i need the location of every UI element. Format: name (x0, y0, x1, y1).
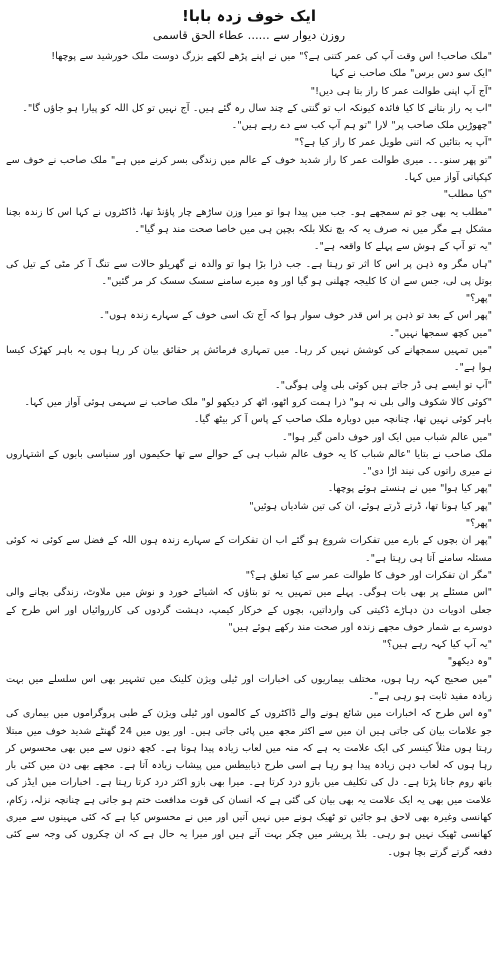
paragraph: "یہ تو آپ کے ہوش سے پہلے کا واقعہ ہے"۔ (313, 241, 492, 253)
paragraph: "میں تمہیں سمجھانے کی کوشش نہیں کر رہا۔ میں تمہاری فرمائش پر حقائق بیان کر رہا ہوں یہ باہر کھڑک کیسا ہوا ہے"۔ (6, 345, 492, 374)
paragraph: "پھر؟" (465, 518, 492, 530)
paragraph: "پھر ان بچوں کے بارے میں تفکرات شروع ہو گئے اب ان تفکرات کے سہارے زندہ ہوں اللہ کے فضل سے کوئی نہ کوئی مسئلہ سامنے آتا ہی رہتا ہے"۔ (6, 535, 492, 564)
paragraph: ملک صاحب نے بتایا "عالم شباب کا یہ خوف عالم شباب ہی کے حوالے سے تھا حکیموں اور سنیاسی بابوں کے اشتہاروں نے میری راتوں کی نیند اڑا دی"۔ (6, 448, 492, 478)
paragraph: "مطلب یہ بھی جو تم سمجھے ہو۔ جب میں پیدا ہوا تو میرا وزن ساڑھے چار پاؤنڈ تھا، ڈاکٹروں نے کہا اس کا زندہ بچنا مشکل ہے مگر میں نہ صرف یہ کہ بچ نکلا بلکہ بچپن ہی میں خاصا صحت مند ہو گیا"۔ (6, 206, 492, 235)
paragraph: "مگر ان تفکرات اور خوف کا طوالت عمر سے کیا تعلق ہے؟" (245, 569, 492, 581)
paragraph: "کوئی کالا شکوف والی بلی نہ ہو" ذرا ہمت کرو اٹھو، اٹھ کر دیکھو لو" ملک صاحب نے سہمی ہوئی آواز میں کہا۔ (24, 396, 492, 408)
paragraph: "پھر؟" (465, 293, 492, 305)
column-byline: روزن دیوار سے ...... عطاء الحق قاسمی (152, 28, 346, 42)
paragraph: "کیا مطلب" (443, 189, 492, 201)
paragraph: "اب یہ راز بتانے کا کیا فائدہ کیونکہ اب تو گنتی کے چند سال رہ گئے ہیں۔ آج نہیں تو کل اللہ کو پیارا ہو جاؤں گا"۔ (22, 102, 492, 114)
paragraph: "آج آپ اپنی طوالت عمر کا راز بتا ہی دیں!" (310, 85, 492, 97)
paragraph: "میں کچھ سمجھا نہیں"۔ (389, 327, 492, 339)
column-body (6, 48, 492, 861)
paragraph: "میں صحیح کہہ رہا ہوں، مختلف بیماریوں کی اخبارات اور ٹیلی ویژن کلینک میں تشہیر بھی اس سلسلے میں بہت زیادہ مفید ثابت ہو رہی ہے"۔ (6, 673, 492, 702)
paragraph: "اس مسئلے پر بھی بات ہوگی۔ پہلے میں تمہیں یہ تو بتاؤں کہ اشیائے خورد و نوش میں ملاوٹ، زندگی بچانے والی جعلی ادویات دن دہاڑے ڈکیتی کی وارداتیں، بچوں کے خرکار کیمپ، دہشت گردوں کی کارروائیاں اور اس طرح کے دوسرے بے شمار خوف مجھے زندہ اور صحت مند رکھے ہوئے ہیں" (6, 587, 492, 633)
paragraph: "چھوڑیں ملک صاحب پر" لارا "تو ہم آپ کب سے دے رہے ہیں"۔ (231, 120, 492, 132)
paragraph: باہر کوئی نہیں تھا، چنانچہ میں دوبارہ ملک صاحب کے پاس آ کر بیٹھ گیا۔ (193, 414, 492, 426)
paragraph: "وہ دیکھو" (447, 656, 492, 668)
paragraph: "پھر اس کے بعد تو ذہن پر اس قدر خوف سوار ہوا کہ آج تک اسی خوف کے سہارے زندہ ہوں"۔ (99, 310, 492, 322)
paragraph: "ہاں مگر وہ ذہن پر اس کا اثر تو رہتا ہے۔ جب ذرا بڑا ہوا تو والدہ نے گھریلو حالات سے تنگ آ کر مٹی کے تیل کی بوتل پی لی، جس سے ان کا کلیجہ چھلنی ہو گیا اور وہ میرے سامنے سسک سسک کر مر گئیں"۔ (6, 258, 492, 287)
paragraph: "تو پھر سنو۔۔۔ میری طوالت عمر کا راز شدید خوف کے عالم میں زندگی بسر کرنے میں ہے" ملک صاحب نے خوف سے کپکپاتی آواز میں کہا۔ (6, 154, 492, 184)
paragraph: "میں عالم شباب میں ایک اور خوف دامن گیر ہوا"۔ (282, 431, 492, 443)
paragraph: "آپ تو ایسے ہی ڈر جاتے ہیں کوئی بلی وِلی ہوگی"۔ (275, 379, 492, 391)
paragraph: "ایک سو دس برس" ملک صاحب نے کہا (331, 68, 492, 80)
column-title: ایک خوف زدہ بابا! (182, 7, 316, 25)
paragraph: "یہ آپ کیا کہہ رہے ہیں؟" (382, 639, 492, 651)
paragraph: "پھر کیا ہونا تھا، ڈرتے ڈرتے ہوئے، ان کی تین شادیاں ہوئیں" (249, 500, 492, 512)
paragraph: "آپ یہ بتائیں کہ اتنی طویل عمر کا راز کیا ہے؟" (294, 137, 492, 149)
paragraph: "ملک صاحب! اس وقت آپ کی عمر کتنی ہے؟" میں نے اپنے پڑھے لکھے بزرگ دوست ملک خورشید سے پوچھا! (51, 51, 492, 62)
paragraph: "پھر کیا ہوا" میں نے ہنستے ہوئے پوچھا۔ (327, 483, 492, 495)
paragraph: "وہ اس طرح کہ اخبارات میں شائع ہونے والے ڈاکٹروں کے کالموں اور ٹیلی ویژن کے طبی پروگراموں میں بیماری کی جو علامات بیان کی جاتی ہیں ان میں سے اکثر مجھ میں پائی جاتی ہیں۔ اور یوں میں 24 گھنٹے شدید خوف میں مبتلا رہتا ہوں مثلاً کینسر کی ایک علامت یہ ہے کہ منہ میں لعاب زیادہ پیدا ہوتا ہے۔ کچھ دنوں سے میں بھی محسوس کر رہا ہوں کہ لعاب دہن زیادہ پیدا ہو رہا ہے اسی طرح ذیابیطس میں پیشاب زیادہ آتا ہے۔ مجھے بھی دن میں کئی بار باتھ روم جانا پڑتا ہے۔ دل کی تکلیف میں بازو درد کرتا ہے۔ میرا بھی بازو اکثر درد کرتا رہتا ہے۔ اخبارات میں ایڈز کی علامت میں بھی یہ ایک علامت یہ بھی بیان کی گئی ہے کہ انسان کی قوت مدافعت ختم ہو جاتی ہے چنانچہ نزلہ، زکام، کھانسی وغیرہ بھی لاحق ہو جائیں تو ٹھیک ہونے میں نہیں آتیں اور میں نے محسوس کیا ہے کہ کئی مہینوں سے میری کھانسی ٹھیک نہیں ہو رہی۔ بلڈ پریشر میں چکر بہت آتے ہیں اور میرا یہ حال ہے کہ ان چکروں کی وجہ سے کئی دفعہ گرتے گرتے بچا ہوں۔ (6, 708, 492, 858)
